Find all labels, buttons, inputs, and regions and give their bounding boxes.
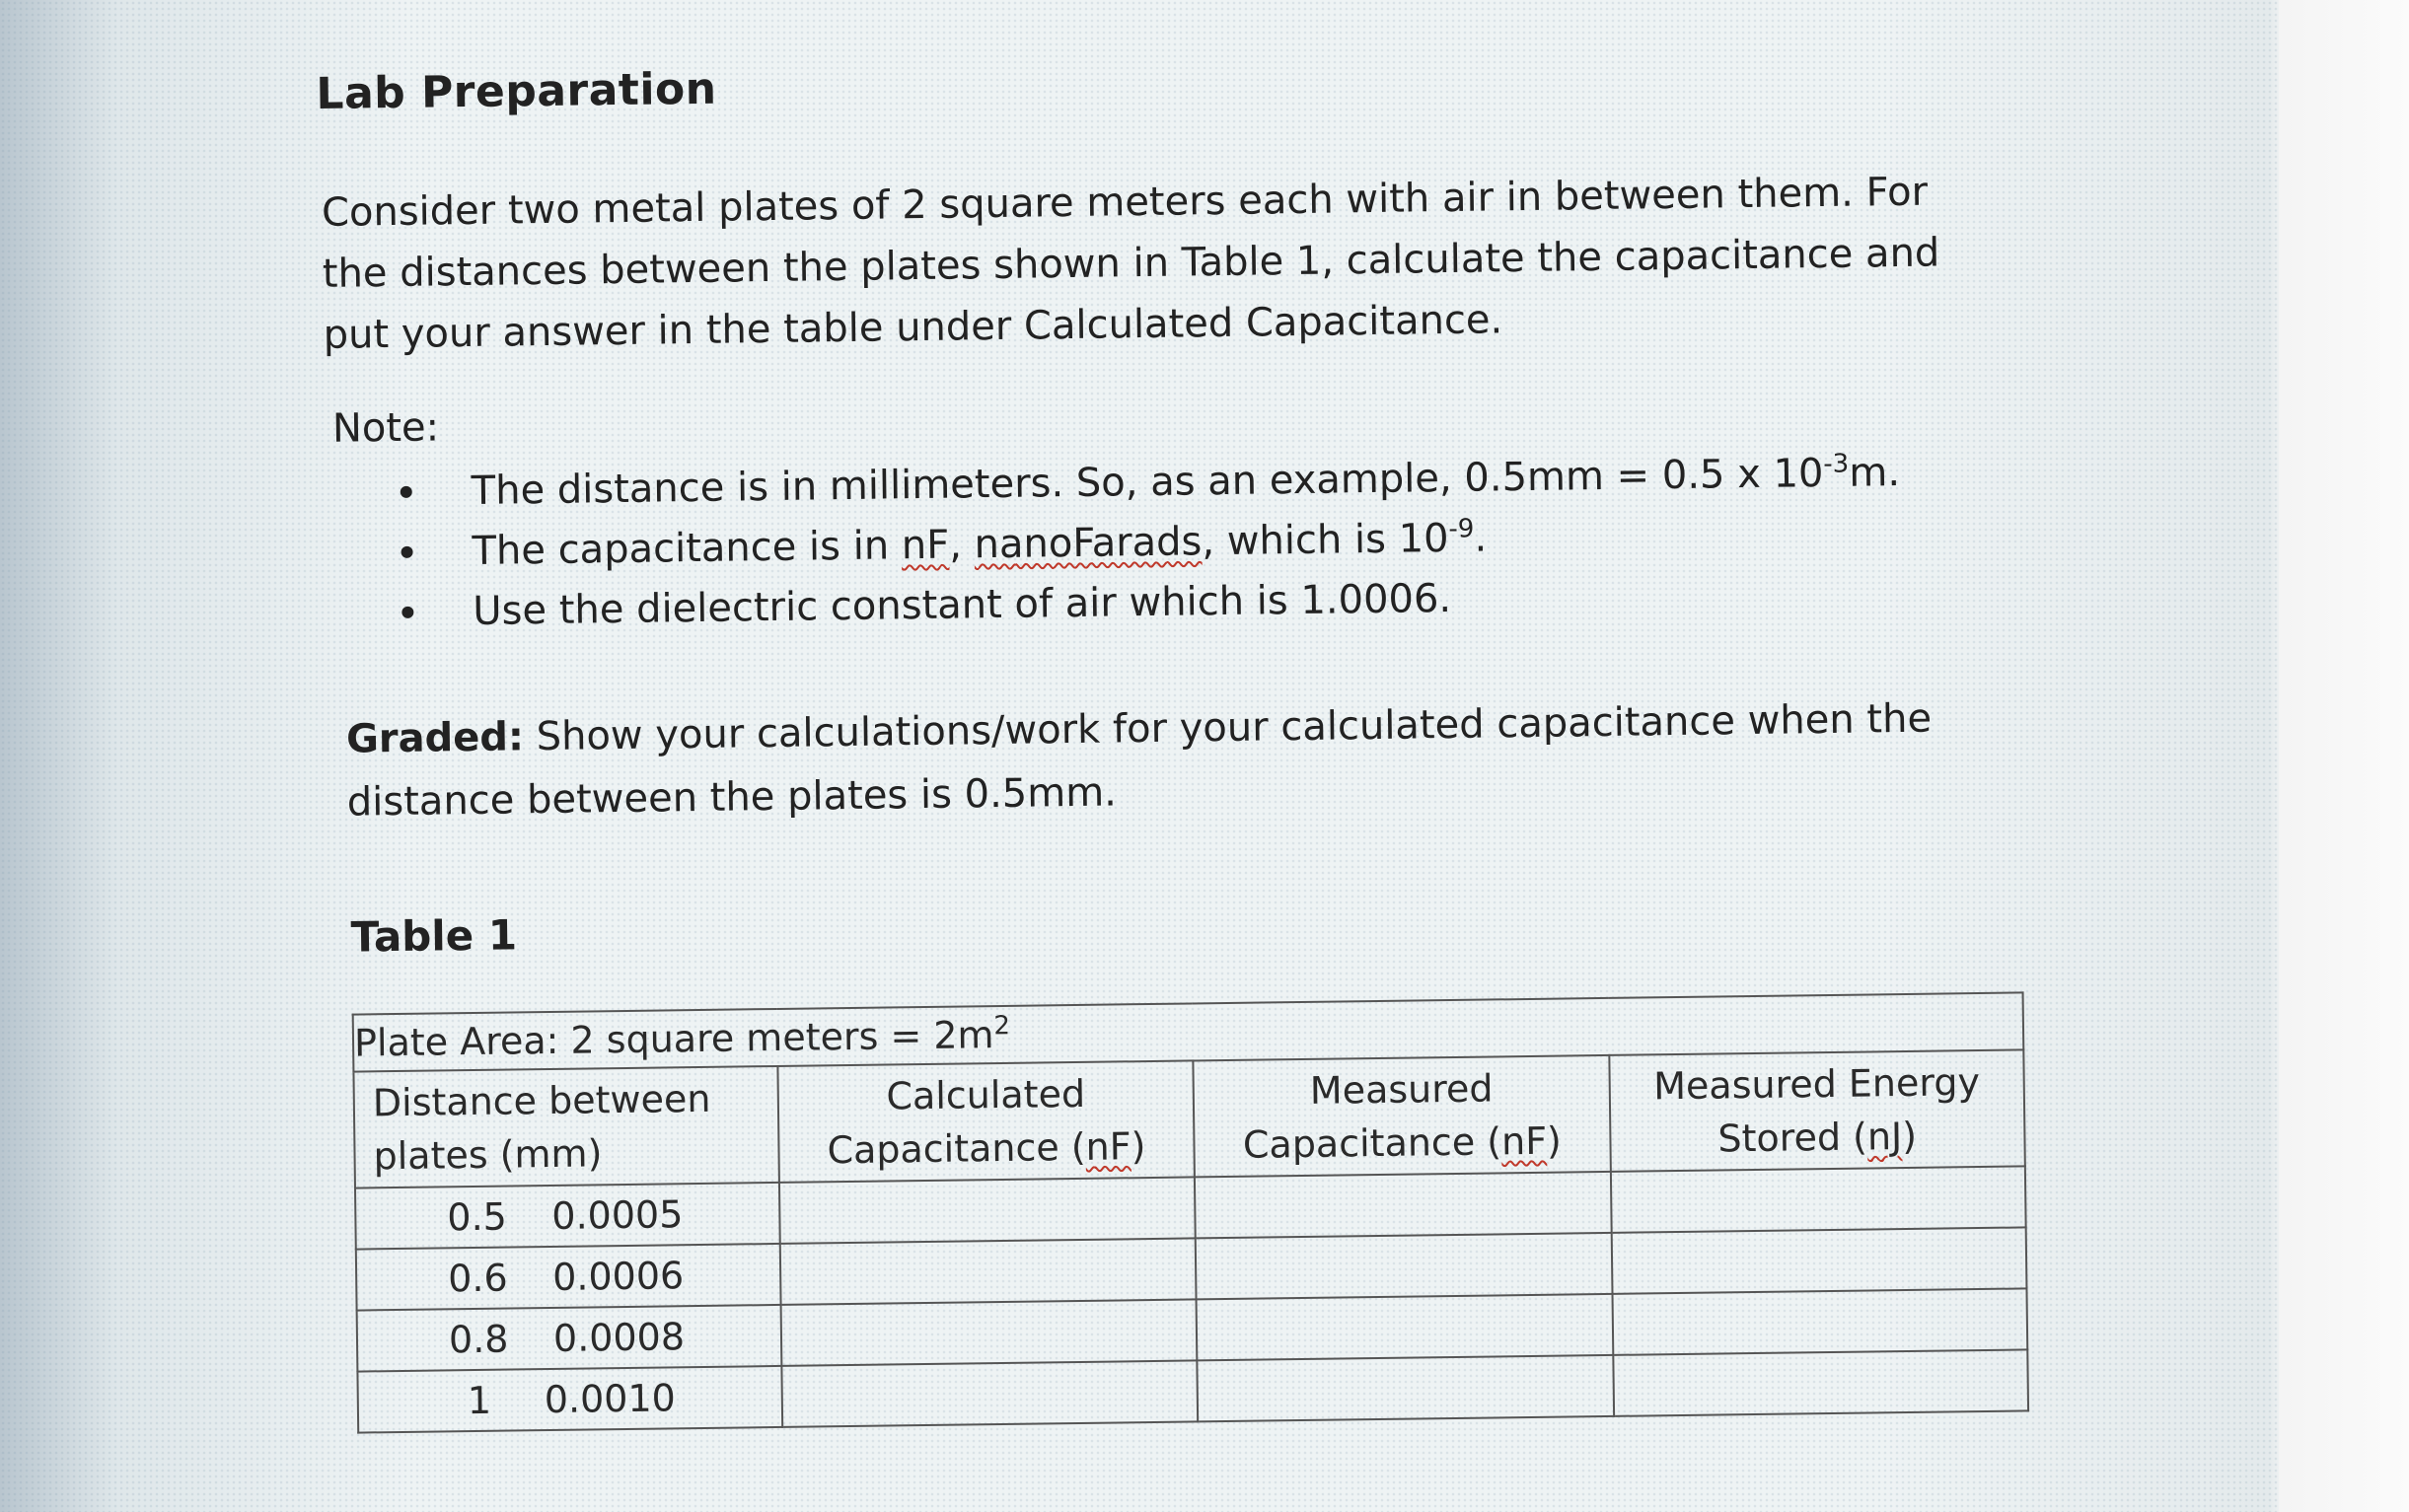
exponent: -3	[1823, 449, 1850, 479]
bullet-text: The capacitance is in	[472, 523, 903, 574]
capacitance-table	[352, 991, 2029, 1433]
spellcheck-word: nF	[1085, 1124, 1132, 1169]
graded-paragraph	[346, 685, 2025, 833]
page-title: Lab Preparation	[316, 63, 717, 119]
distance-mm: 0.8	[448, 1317, 509, 1362]
header-unit-post: )	[1901, 1114, 1918, 1159]
measured-cell[interactable]	[1197, 1294, 1613, 1361]
header-calculated-title: Calculated	[886, 1071, 1086, 1118]
distance-m: 0.0010	[544, 1376, 677, 1422]
header-unit-post: )	[1131, 1124, 1146, 1169]
exponent: 2	[993, 1011, 1011, 1042]
calculated-cell[interactable]	[780, 1299, 1197, 1366]
distance-mm: 1	[467, 1378, 492, 1423]
table-header-row	[353, 1049, 2024, 1188]
spellcheck-word: nF	[1500, 1118, 1548, 1164]
calculated-cell[interactable]	[779, 1177, 1196, 1244]
energy-cell[interactable]	[1612, 1288, 2027, 1354]
distance-cell[interactable]	[357, 1366, 781, 1433]
bullet-text: The distance is in millimeters. So, as an example, 0.5mm = 0.5 x 10	[471, 451, 1824, 514]
header-unit-pre: Stored (	[1717, 1115, 1868, 1161]
graded-text: Show your calculations/work for your calculated capacitance when the distance between the plates is 0.5mm.	[346, 695, 1933, 826]
distance-cell[interactable]	[355, 1183, 779, 1250]
bullet-text-mid: , which is 10	[1202, 516, 1449, 565]
calculated-cell[interactable]	[779, 1238, 1196, 1305]
measured-cell[interactable]	[1198, 1355, 1614, 1422]
header-unit-post: )	[1546, 1118, 1563, 1163]
header-distance[interactable]: Distance between plates (mm)	[353, 1066, 778, 1188]
graded-label: Graded:	[345, 714, 525, 762]
bullet-text-tail: m.	[1849, 450, 1901, 496]
exponent: -9	[1448, 514, 1475, 544]
distance-cell[interactable]	[356, 1244, 780, 1311]
header-unit-pre: Capacitance (	[827, 1124, 1086, 1173]
bullet-icon	[401, 486, 412, 498]
screen-edge	[2279, 0, 2409, 1512]
note-label: Note:	[331, 404, 440, 452]
measured-cell[interactable]	[1196, 1233, 1612, 1300]
header-measured-title: Measured	[1309, 1066, 1494, 1113]
bullet-icon	[402, 607, 413, 618]
header-calculated[interactable]	[777, 1060, 1195, 1183]
header-energy[interactable]	[1609, 1049, 2025, 1171]
energy-cell[interactable]	[1611, 1166, 2026, 1232]
bullet-separator: ,	[948, 522, 975, 568]
bullet-text: Use the dielectric constant of air which is 1.0006.	[473, 575, 1452, 634]
energy-cell[interactable]	[1611, 1227, 2026, 1293]
distance-m: 0.0008	[552, 1315, 686, 1360]
distance-mm: 0.6	[447, 1256, 508, 1301]
header-measured[interactable]	[1194, 1055, 1611, 1178]
measured-cell[interactable]	[1195, 1172, 1611, 1239]
distance-cell[interactable]	[357, 1305, 781, 1372]
bullet-icon	[401, 546, 412, 558]
table-caption: Table 1	[350, 910, 518, 962]
distance-m: 0.0005	[551, 1192, 684, 1238]
intro-paragraph: Consider two metal plates of 2 square meters each with air in between them. For the distances between the plates shown in Table 1, calculate the capacitance and put your answer in the table under Calculated Capacitance.	[321, 169, 1940, 358]
calculated-cell[interactable]	[781, 1360, 1198, 1427]
header-energy-title: Measured Energy	[1652, 1060, 1981, 1109]
distance-m: 0.0006	[551, 1254, 685, 1299]
plate-area-text: Plate Area: 2 square meters = 2m	[353, 1013, 994, 1065]
energy-cell[interactable]	[1613, 1349, 2028, 1415]
spellcheck-word[interactable]: nanoFarads	[974, 519, 1203, 568]
distance-mm: 0.5	[447, 1194, 508, 1240]
bullet-text-tail: .	[1474, 515, 1488, 561]
spellcheck-word[interactable]: nF	[901, 522, 950, 569]
spellcheck-word: nJ	[1866, 1115, 1903, 1159]
header-unit-pre: Capacitance (	[1242, 1119, 1502, 1167]
note-list	[400, 443, 1902, 643]
